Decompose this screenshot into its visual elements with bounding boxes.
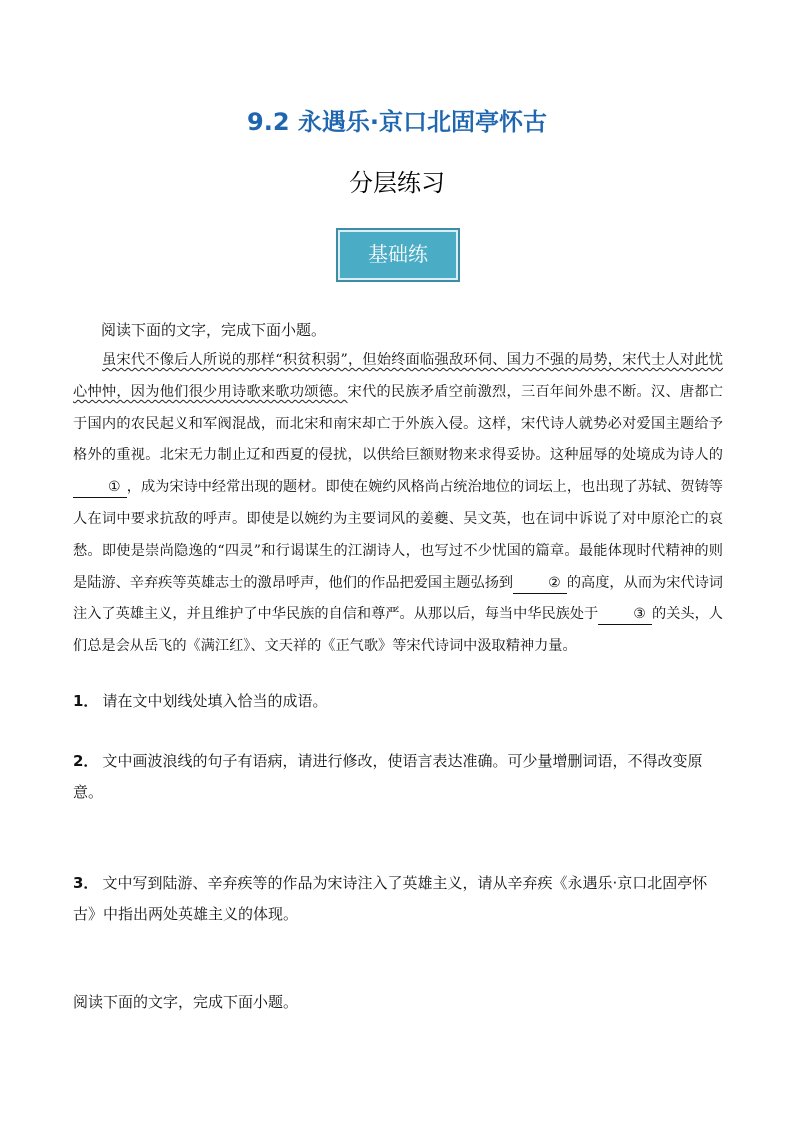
question-number: 2． <box>73 752 99 770</box>
question-2 <box>73 746 723 808</box>
passage-text: 宋代的民族矛盾空前激烈，三百年间外患不断。汉、唐都亡于国内的农民起义和军阀混战，而北宋和南宋却亡于外族入侵。这样，宋代诗人就势必对爱国主题给予格外的重视。北宋无力制止辽和西夏的侵扰，以供给巨额财物来求得妥协。这种屈辱的处境成为诗人的 <box>73 383 723 464</box>
question-text: 文中画波浪线的句子有语病，请进行修改，使语言表达准确。可少量增删词语，不得改变原意。 <box>73 752 703 801</box>
passage-paragraph <box>73 345 723 663</box>
level-badge: 基础练 <box>336 228 460 282</box>
reading-instruction-next: 阅读下面的文字，完成下面小题。 <box>73 993 299 1011</box>
question-text: 请在文中划线处填入恰当的成语。 <box>102 692 328 710</box>
passage-text: ，成为宋诗中经常出现的题材。即使在婉约风格尚占统治地位的词坛上，也出现了苏轼、贺铸等人在词中要求抗敌的呼声。即使是以婉约为主要词风的姜夔、吴文英，也在词中诉说了对中原沦亡的哀愁。即使是崇尚隐逸的“四灵”和行谒谋生的江湖诗人，也写过不少忧国的篇章。最能体现时代精神的则是陆游、辛弃疾等英雄志士的激昂呼声，他们的作品把爱国主题弘扬到 <box>73 479 723 591</box>
question-3 <box>73 868 723 930</box>
passage-text: 的关头，人们总是会从岳飞的《满江红》、文天祥的《正气歌》等宋代诗词中汲取精神力量。 <box>73 606 723 655</box>
passage-text: 的高度，从而为宋代诗词注入了英雄主义，并且维护了中华民族的自信和尊严。从那以后，每当中华民族处于 <box>73 574 723 623</box>
section-subtitle: 分层练习 <box>349 169 445 197</box>
question-number: 3． <box>73 874 99 892</box>
question-number: 1． <box>73 692 99 710</box>
wavy-underlined-sentence: 虽宋代不像后人所说的那样“积贫积弱”，但始终面临强敌环伺、国力不强的局势，宋代士人对此忧心忡忡，因为他们很少用诗歌来歌功颂德。 <box>73 352 723 400</box>
question-1 <box>73 686 723 717</box>
question-text: 文中写到陆游、辛弃疾等的作品为宋诗注入了英雄主义，请从辛弃疾《永遇乐·京口北固亭怀古》中指出两处英雄主义的体现。 <box>73 874 708 923</box>
blank-2: ② <box>513 573 567 594</box>
page-title: 9.2 永遇乐·京口北固亭怀古 <box>247 108 547 136</box>
reading-passage <box>73 345 723 663</box>
blank-1: ① <box>73 477 127 498</box>
reading-instruction: 阅读下面的文字，完成下面小题。 <box>101 321 327 339</box>
blank-3: ③ <box>598 604 652 625</box>
